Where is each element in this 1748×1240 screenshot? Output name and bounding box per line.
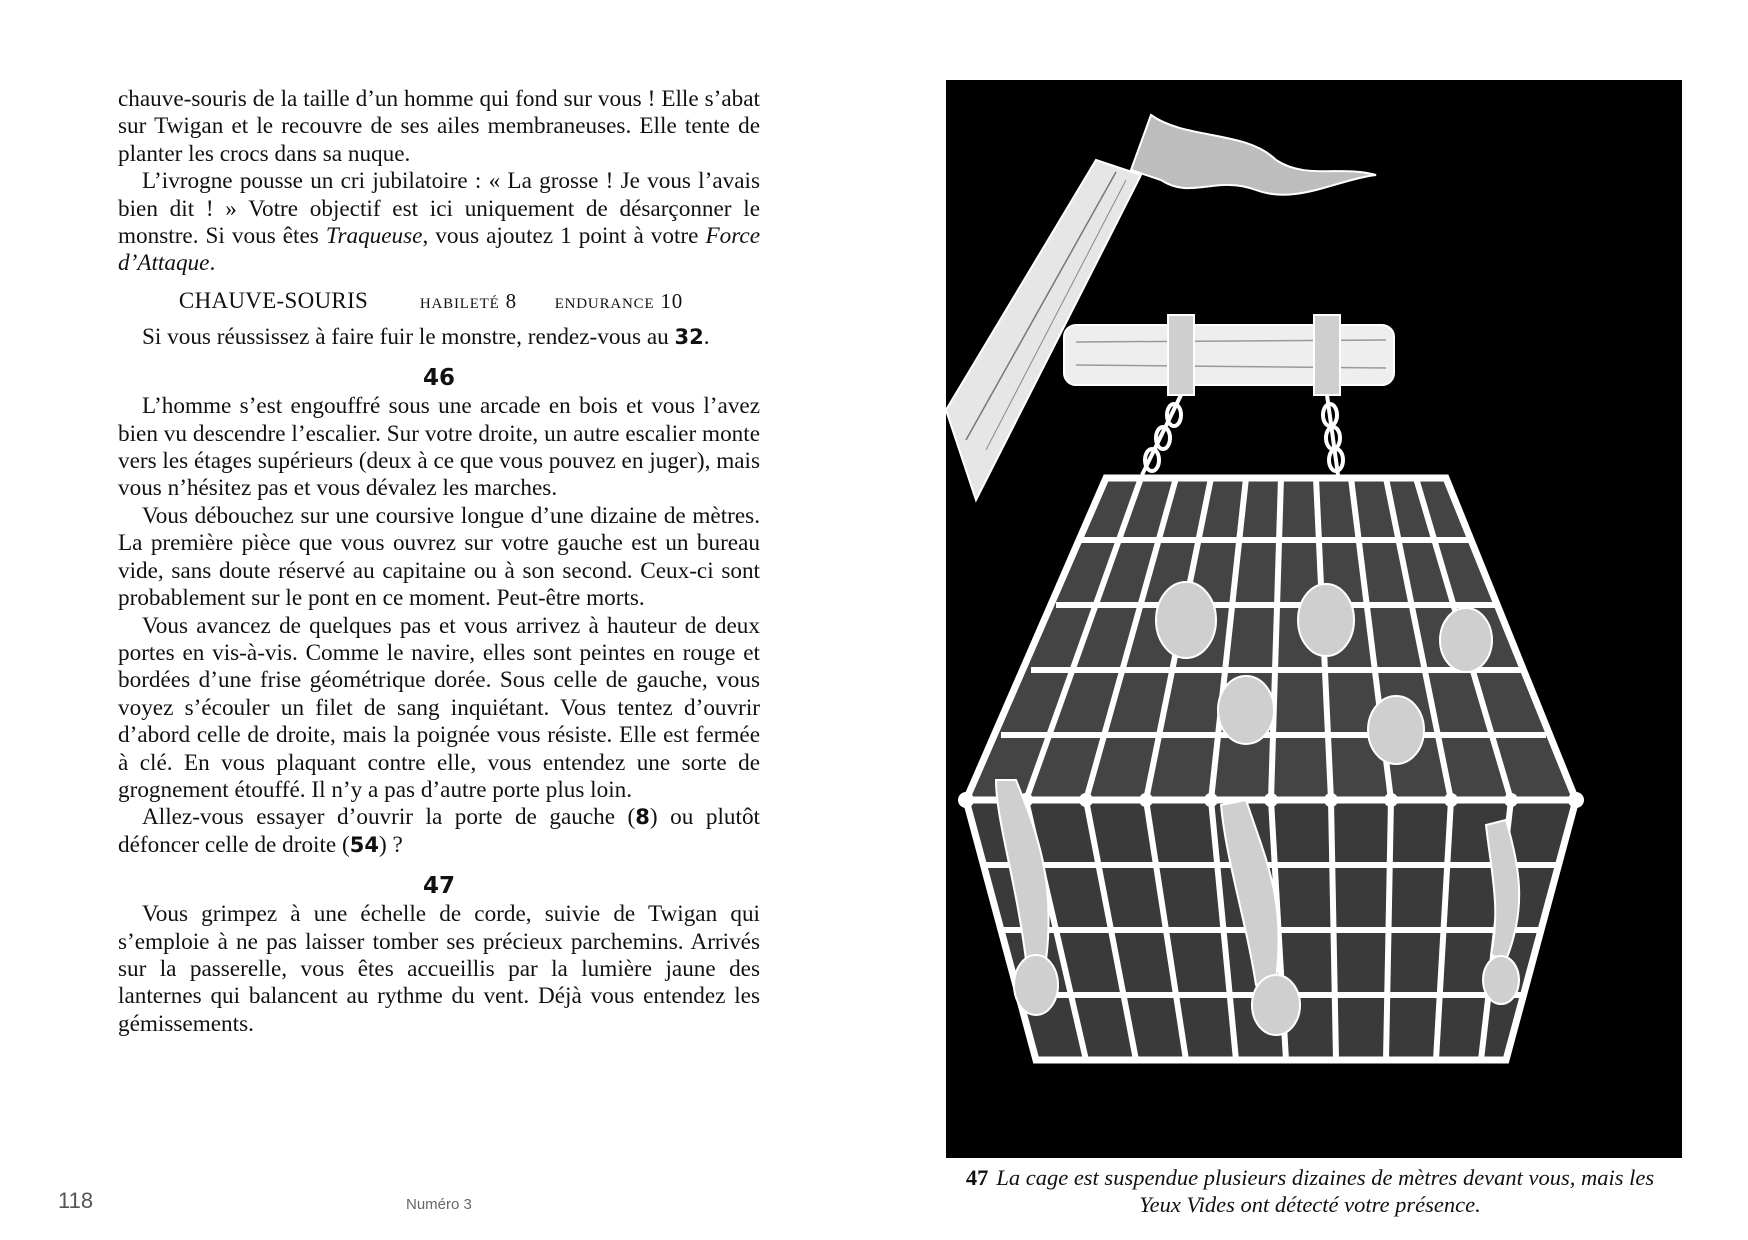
enemy-stat-block (118, 288, 760, 314)
enemy-name: CHAUVE-SOURIS (178, 287, 369, 313)
intro-paragraph-2: L’ivrogne pousse un cri jubilatoire : « La grosse ! Je vous l’avais bien dit ! » Votre objectif est ici uniquement de désarçonner le monstre. Si vous êtes Traqueuse, vous ajoutez 1 point à votre Force d’Attaque. (118, 168, 760, 277)
section46-paragraph-1: L’homme s’est engouffré sous une arcade en bois et vous l’avez bien vu descendre l’escalier. Sur votre droite, un autre escalier monte vers les étages supérieurs (deux à ce que vous pouvez en juger), mais vous n’hésitez pas et vous dévalez les marches. (118, 393, 760, 502)
cage-drawing (946, 80, 1682, 1158)
section-ref-54[interactable]: 54 (349, 832, 379, 857)
section46-paragraph-2: Vous débouchez sur une coursive longue d’une dizaine de mètres. La première pièce que vous ouvrez sur votre gauche est un bureau vide, sans doute réservé au capitaine ou à son second. Ceux-ci sont probablement sur le pont en ce moment. Peut-être morts. (118, 502, 760, 612)
section-number-47: 47 (422, 873, 455, 900)
intro-paragraph-1: chauve-souris de la taille d’un homme qui fond sur vous ! Elle s’abat sur Twigan et le recouvre de ses ailes membraneuses. Elle tente de planter les crocs dans sa nuque. (118, 86, 760, 167)
enemy-stamina: endurance 10 (554, 288, 684, 313)
crossbeam (1064, 325, 1394, 385)
class-name: Traqueuse (325, 223, 423, 250)
section46-paragraph-4: Allez-vous essayer d’ouvrir la porte de gauche (8) ou plutôt défoncer celle de droite (54) ? (118, 804, 760, 858)
attack-strength-term: Force d’Attaque (118, 223, 760, 277)
page-number: 118 (58, 1188, 94, 1213)
section-ref-32[interactable]: 32 (674, 324, 704, 349)
cage-illustration (946, 80, 1682, 1158)
caption-section-number: 47 (965, 1165, 989, 1190)
caption-text: La cage est suspendue plusieurs dizaines de mètres devant vous, mais les Yeux Vides ont détecté votre présence. (996, 1165, 1655, 1217)
section-number-46: 46 (422, 365, 455, 392)
chains (1142, 395, 1343, 475)
enemy-skill: habileté 8 (419, 288, 517, 313)
section47-paragraph-1: Vous grimpez à une échelle de corde, suivie de Twigan qui s’emploie à ne pas laisser tomber ses précieux parchemins. Arrivés sur la passerelle, vous êtes accueillis par la lumière jaune des lanternes qui balancent au rythme du vent. Déjà vous entendez les gémissements. (118, 901, 760, 1037)
pennant-flag (1131, 115, 1376, 195)
left-page-text (118, 86, 760, 1038)
publication-title: Numéro 3 (406, 1196, 472, 1213)
illustration-caption (960, 1164, 1660, 1218)
section46-paragraph-3: Vous avancez de quelques pas et vous arrivez à hauteur de deux portes en vis-à-vis. Comme le navire, elles sont peintes en rouge et bordées d’une frise géométrique dorée. Sous celle de gauche, vous voyez s’écouler un filet de sang inquiétant. Vous tentez d’ouvrir d’abord celle de droite, mais la poignée vous résiste. Elle est fermée à clé. En vous plaquant contre elle, vous entendez une sorte de grognement étouffé. Il n’y a pas d’autre porte plus loin. (118, 612, 760, 803)
intro-paragraph-3: Si vous réussissez à faire fuir le monstre, rendez-vous au 32. (142, 323, 710, 350)
section-ref-8[interactable]: 8 (635, 805, 650, 830)
